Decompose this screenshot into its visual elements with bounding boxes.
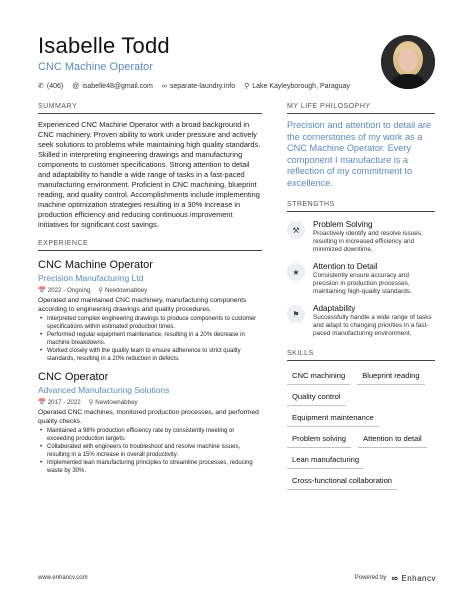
bullet-item: • Performed regular equipment maintenance, resulting in a 20% decrease in machine breakdowns. [38,332,262,347]
left-column [38,103,262,475]
bullet-item: • Collaborated with engineers to troubleshoot and resolve machine issues, resulting in a 15% increase in overall productivity. [38,444,262,459]
resume-header [38,34,368,90]
strength-item [287,262,435,296]
calendar-icon: 📅 [38,399,46,406]
job-bullets [38,428,262,475]
strength-desc: Proactively identify and resolve issues, resulting in increased efficiency and minimized downtime. [313,230,423,253]
contact-location [244,82,350,90]
contact-email[interactable] [72,83,153,90]
job-description: Operated and maintained CNC machinery, manufacturing components according to engineering drawings and quality procedures. [38,297,247,313]
website-text: separate-laundry.info [169,82,236,90]
strength-title: Adaptability [313,304,356,313]
location-pin-icon: ⚲ [88,398,94,406]
job-meta [38,286,262,294]
powered-by [355,573,436,583]
phone-text: (406) [46,82,64,90]
job-meta [38,398,262,406]
company-name: Precision Manufacturing Ltd [38,273,144,283]
skill-tag: Cross-functional collaboration [287,472,397,490]
job-bullets [38,316,262,363]
strengths-heading: STRENGTHS [287,201,435,212]
strengths-section [287,201,435,338]
job-entry [38,371,262,475]
candidate-name: Isabelle Todd [38,33,170,58]
philosophy-text: Precision and attention to detail are the cornerstones of my work as a CNC Machine Operator. Every component I manufacture is a reflection of my commitment to excellence. [287,120,432,188]
job-location: Newtownabbey [104,286,148,294]
strength-title: Attention to Detail [313,262,378,271]
strength-desc: Consistently ensure accuracy and precision in production processes, maintaining high-quality standards. [313,272,412,295]
bullet-item: • Maintained a 98% production efficiency rate by consistently meeting or exceeding production targets. [38,428,262,443]
avatar [381,35,435,89]
skill-tag: Problem solving [287,430,351,448]
bullet-item: • Worked closely with the quality team to ensure adherence to strict quality standards, resulting in a 20% reduction in defects. [38,348,262,363]
experience-heading: EXPERIENCE [38,240,262,251]
calendar-icon: 📅 [38,287,46,294]
experience-section [38,240,262,475]
job-title: CNC Machine Operator [38,259,153,271]
skill-list [287,364,435,490]
bullet-item: • Interpreted complex engineering drawings to produce components to customer specifications within estimated production times. [38,316,262,331]
strength-title: Problem Solving [313,220,373,229]
footer-url[interactable]: www.enhancv.com [38,575,88,581]
skill-tag: Attention to detail [358,430,427,448]
contact-phone [38,82,63,90]
strength-item [287,220,435,254]
brand-name: Enhancv [401,573,436,583]
job-title: CNC Operator [38,371,109,383]
job-location: Newtownabbey [95,398,138,406]
phone-icon: ✆ [38,83,44,90]
link-icon: ∞ [161,82,167,90]
skill-tag: Equipment maintenance [287,409,379,427]
page-footer [38,573,436,583]
skills-section [287,350,435,490]
contact-website[interactable] [162,83,235,90]
location-pin-icon: ⚲ [244,83,250,90]
summary-heading: SUMMARY [38,103,262,114]
wrench-icon: ⚒ [287,221,305,239]
job-entry [38,259,262,363]
right-column [287,103,435,490]
strength-desc: Successfully handle a wide range of tasks and adapt to changing priorities in a fast-paced manufacturing environment. [313,314,432,337]
contact-row [38,82,368,90]
company-name: Advanced Manufacturing Solutions [38,385,170,395]
bullet-item: • Implemented lean manufacturing principles to streamline processes, reducing waste by 30%. [38,460,262,475]
star-icon: ★ [287,263,305,281]
powered-label: Powered by [354,575,387,581]
job-dates: 2022 - Ongoing [47,287,91,294]
location-pin-icon: ⚲ [98,286,103,294]
skill-tag: CNC machining [287,367,350,385]
enhancv-logo-icon: ∞ [391,573,399,583]
job-dates: 2017 - 2022 [47,399,81,406]
location-text: Lake Kayleyborough, Paraguay [252,82,350,90]
skill-tag: Blueprint reading [357,367,424,385]
skills-heading: SKILLS [287,350,435,361]
philosophy-heading: MY LIFE PHILOSOPHY [287,103,435,114]
summary-text: Experienced CNC Machine Operator with a broad background in CNC machinery. Proven ability to work under pressure and actively seek solutions to problems while maintaining high quality standards. Skilled in interpreting engineering drawings and manufacturing components to customer specifications. Strong attention to detail and adaptability to handle a wide range of tasks in a fast-paced manufacturing environment. Proficient in CNC machining, blueprint reading, and quality control. Accomplishments include implementing machine optimization strategies resulting in a 30% increase in production efficiency and reducing continuous improvement initiatives for significant cost savings. [38,120,261,229]
candidate-role: CNC Machine Operator [38,61,153,73]
skill-tag: Quality control [287,388,346,406]
flag-icon: ⚑ [287,305,305,323]
strength-item [287,304,435,338]
at-icon: @ [72,82,80,90]
skill-tag: Lean manufacturing [287,451,364,469]
email-text: isabelle48@gmail.com [82,82,153,90]
brand-logo [391,573,436,583]
job-description: Operated CNC machines, monitored production processes, and performed quality checks. [38,409,259,425]
